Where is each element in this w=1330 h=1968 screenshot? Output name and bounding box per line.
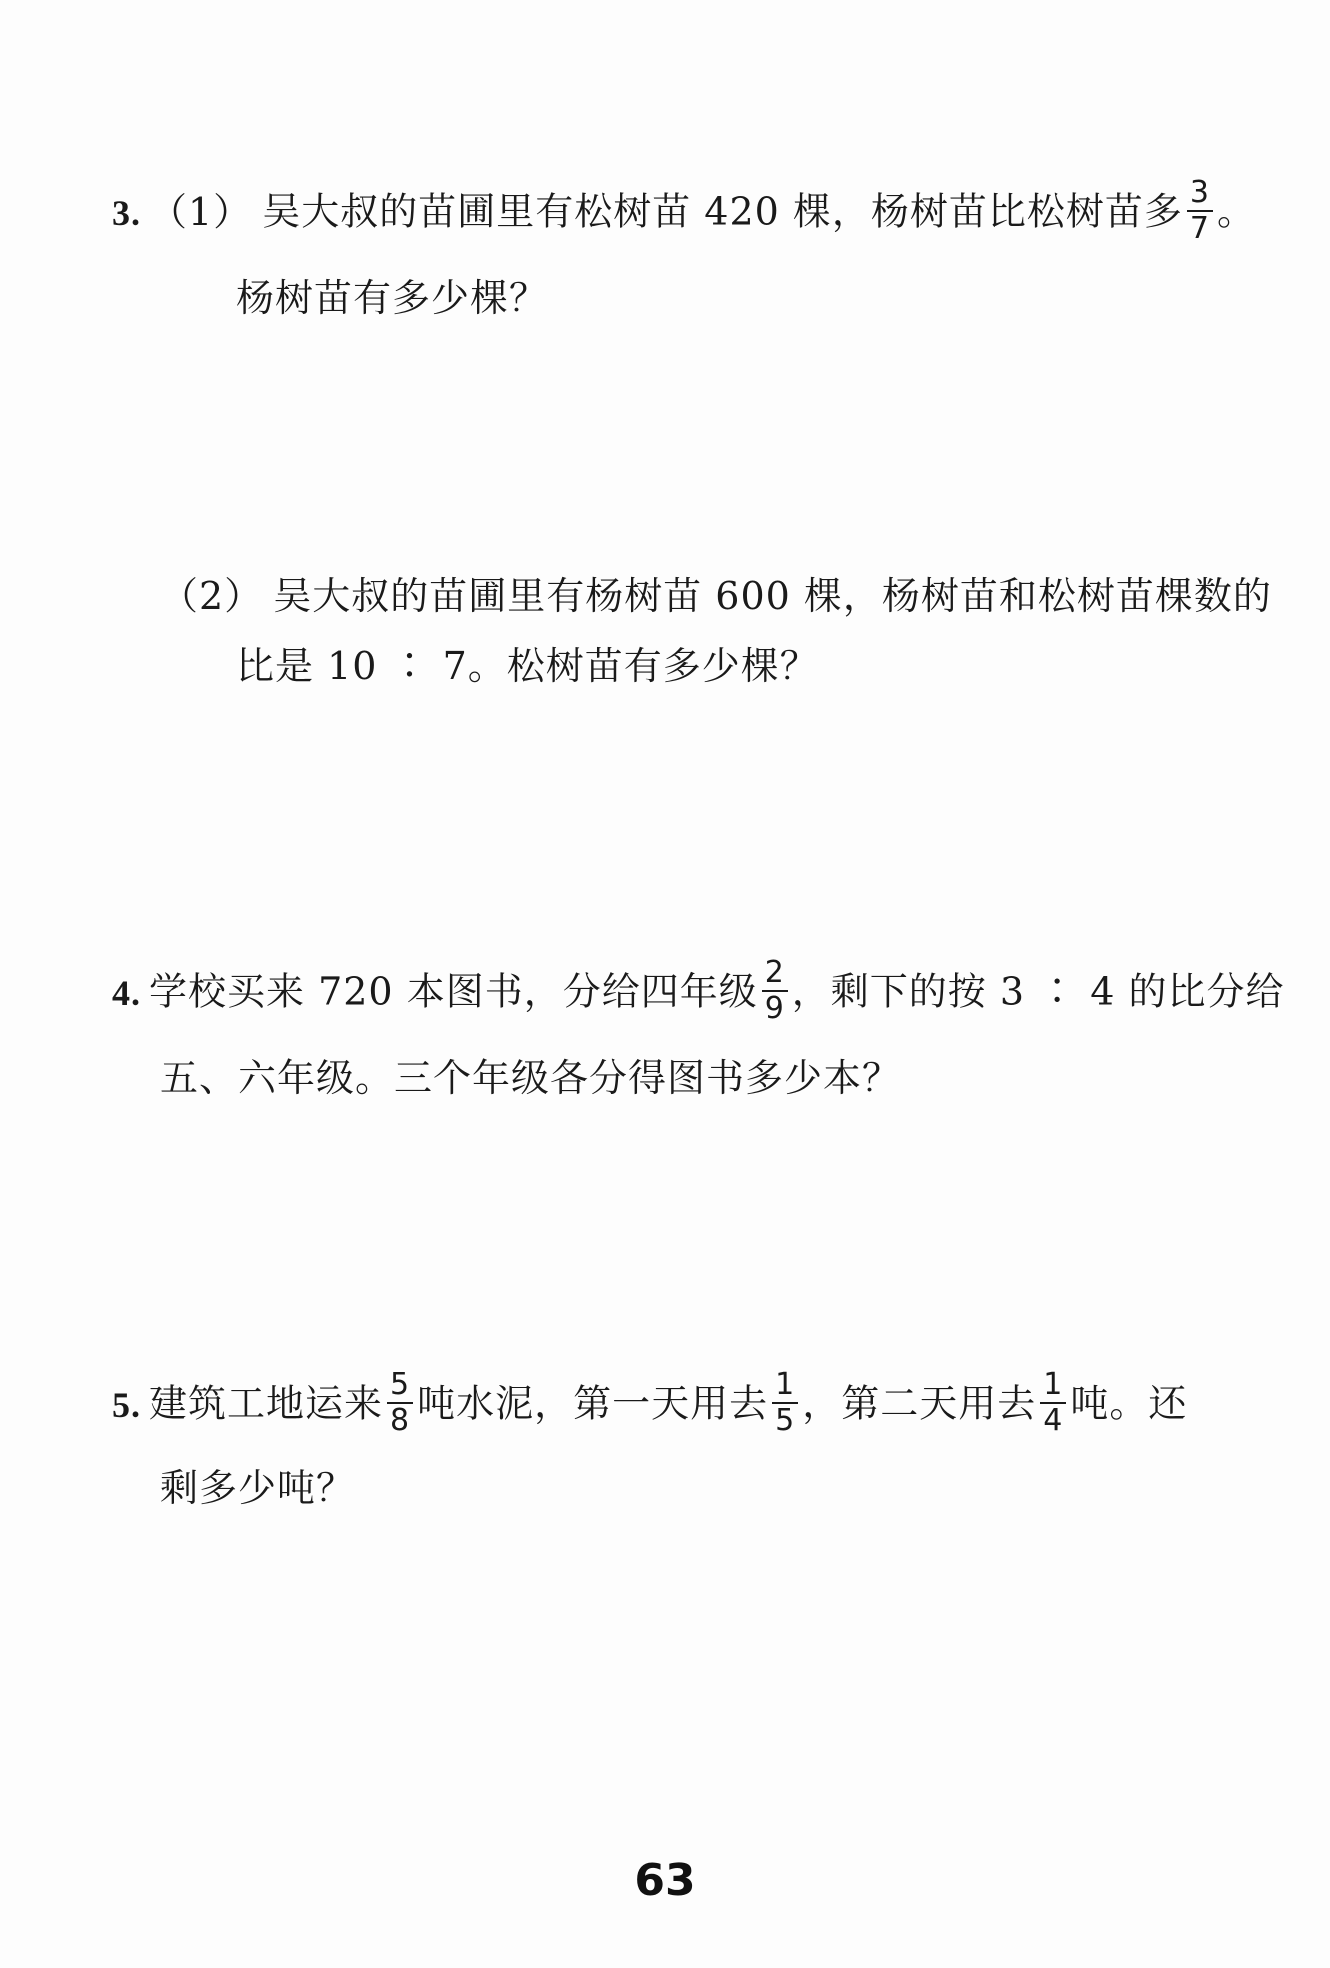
q5-fraction-3-numerator: 1: [1043, 1367, 1064, 1402]
q5-fraction-2-numerator: 1: [775, 1367, 796, 1402]
q5-line2: [160, 1458, 355, 1518]
q4-line2: [160, 1048, 901, 1108]
q5-text-c: ，第二天用去: [802, 1381, 1037, 1426]
q5-question: 剩多少吨？: [160, 1466, 356, 1510]
q3-part1-question: 杨树苗有多少棵？: [236, 276, 549, 320]
q5-fraction-2: [772, 1368, 798, 1438]
q3-part2-label: （2）: [160, 574, 264, 618]
q4-fraction: [762, 956, 788, 1026]
q4-line1: [112, 955, 1285, 1030]
q4-text-a: 学校买来 720 本图书，分给四年级: [149, 969, 758, 1014]
q3-part2-text: 吴大叔的苗圃里有杨树苗 600 棵，杨树苗和松树苗棵数的: [273, 574, 1272, 618]
q3-part1-line2: [236, 268, 548, 328]
q3-part1-text: 吴大叔的苗圃里有松树苗 420 棵，杨树苗比松树苗多: [262, 189, 1183, 234]
q3-number: 3.: [112, 192, 141, 233]
q3-part2-line2: [236, 636, 819, 696]
q4-fraction-numerator: 2: [764, 955, 785, 990]
q5-fraction-1-numerator: 5: [390, 1367, 411, 1402]
q5-text-a: 建筑工地运来: [149, 1381, 384, 1426]
q5-number: 5.: [112, 1384, 141, 1425]
q3-part1-label: （1）: [149, 189, 253, 234]
q5-fraction-1: [387, 1368, 413, 1438]
q4-text-b: ，剩下的按 3 ∶ 4 的比分给: [791, 969, 1285, 1014]
q5-fraction-2-denominator: 5: [775, 1403, 796, 1438]
q3-fraction-denominator: 7: [1189, 211, 1210, 246]
q5-line1: [112, 1367, 1188, 1442]
q5-text-d: 吨。还: [1070, 1381, 1188, 1426]
q5-fraction-3: [1040, 1368, 1066, 1438]
q3-fraction: [1187, 176, 1213, 246]
q5-fraction-1-denominator: 8: [390, 1403, 411, 1438]
q3-part1-end: 。: [1216, 189, 1256, 234]
q3-part1-line1: [112, 175, 1256, 250]
q5-text-b: 吨水泥，第一天用去: [417, 1381, 769, 1426]
q4-fraction-denominator: 9: [764, 991, 785, 1026]
q3-fraction-numerator: 3: [1189, 175, 1210, 210]
q3-part2-question: 比是 10 ∶ 7。松树苗有多少棵？: [236, 644, 819, 688]
q5-fraction-3-denominator: 4: [1043, 1403, 1064, 1438]
page-number: 63: [634, 1855, 696, 1906]
q3-part2-line1: [160, 566, 1272, 626]
q4-number: 4.: [112, 972, 141, 1013]
q4-question: 五、六年级。三个年级各分得图书多少本？: [160, 1056, 902, 1100]
